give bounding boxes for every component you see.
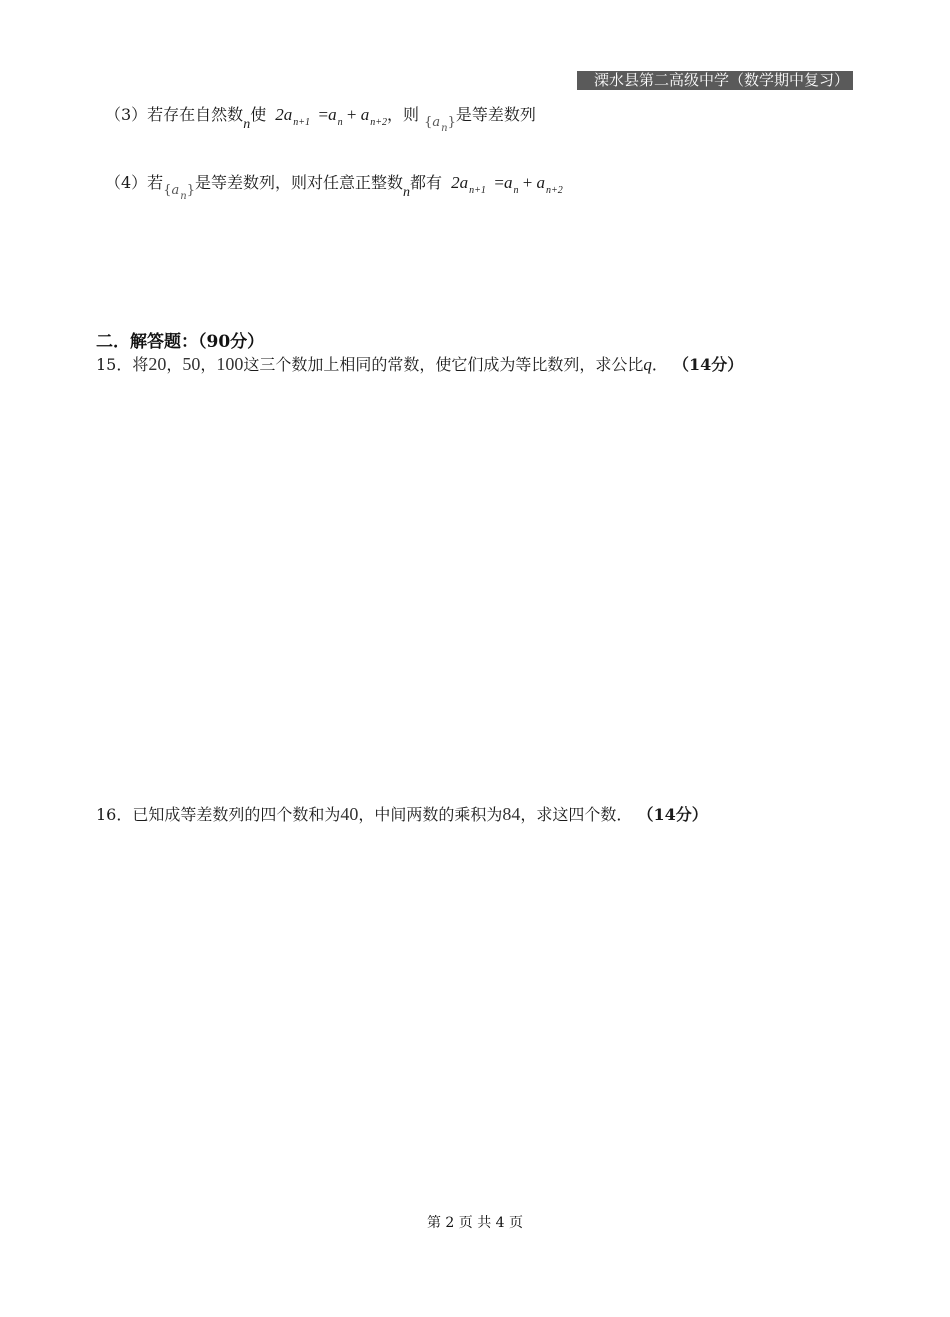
problem-15-score: （14分） (673, 355, 744, 374)
item-3-statement (105, 102, 536, 134)
page-number: 第 2 页 共 4 页 (426, 1215, 524, 1231)
item-4-text: 是等差数列，则对任意正整数 (194, 173, 403, 192)
item-3-verb: 使 (250, 105, 267, 124)
school-header-banner (577, 71, 853, 90)
variable-n: n (243, 117, 251, 132)
ratio-q: q (643, 355, 652, 374)
problem-15-number: 15．将 (96, 355, 149, 374)
problem-15: 15．将20，50，100这三个数加上相同的常数，使它们成为等比数列，求公比q． （14分） (96, 354, 744, 374)
item-3-conclusion: 是等差数列 (455, 105, 536, 124)
problem-16 (96, 802, 708, 825)
item-4-verb: 都有 (409, 173, 442, 192)
value-50: 50 (182, 354, 201, 374)
value-20: 20 (148, 354, 167, 374)
problem-15-text: 这三个数加上相同的常数，使它们成为等比数列，求公比 (243, 355, 644, 374)
value-84: 84 (502, 804, 521, 824)
problem-16-number: 16．已知成等差数列的四个数和为 (96, 805, 341, 824)
value-100: 100 (216, 354, 244, 374)
item-3-then: ，则 (386, 105, 419, 124)
problem-16-score: （14分） (637, 805, 708, 824)
sequence-set: {an} (424, 115, 456, 134)
variable-n: n (402, 185, 410, 200)
recurrence-equation: $2a_{n+1} =a_n + a_{n+2}$ (451, 173, 563, 196)
section-2-heading: 二．解答题：（90分） (96, 332, 265, 352)
school-title: 溧水县第二高级中学（数学期中复习） (593, 71, 849, 89)
item-4-statement (105, 170, 563, 202)
problem-16-text-1: ，中间两数的乘积为 (358, 805, 503, 824)
item-3-label: （3）若存在自然数 (105, 105, 244, 124)
item-4-label: （4）若 (105, 173, 164, 192)
recurrence-equation: $2a_{n+1} =a_n + a_{n+2}$ (275, 105, 387, 128)
value-40: 40 (340, 804, 359, 824)
sequence-set: {an} (163, 183, 195, 202)
page-footer (0, 1212, 950, 1232)
problem-16-text-2: ，求这四个数． (520, 805, 633, 824)
